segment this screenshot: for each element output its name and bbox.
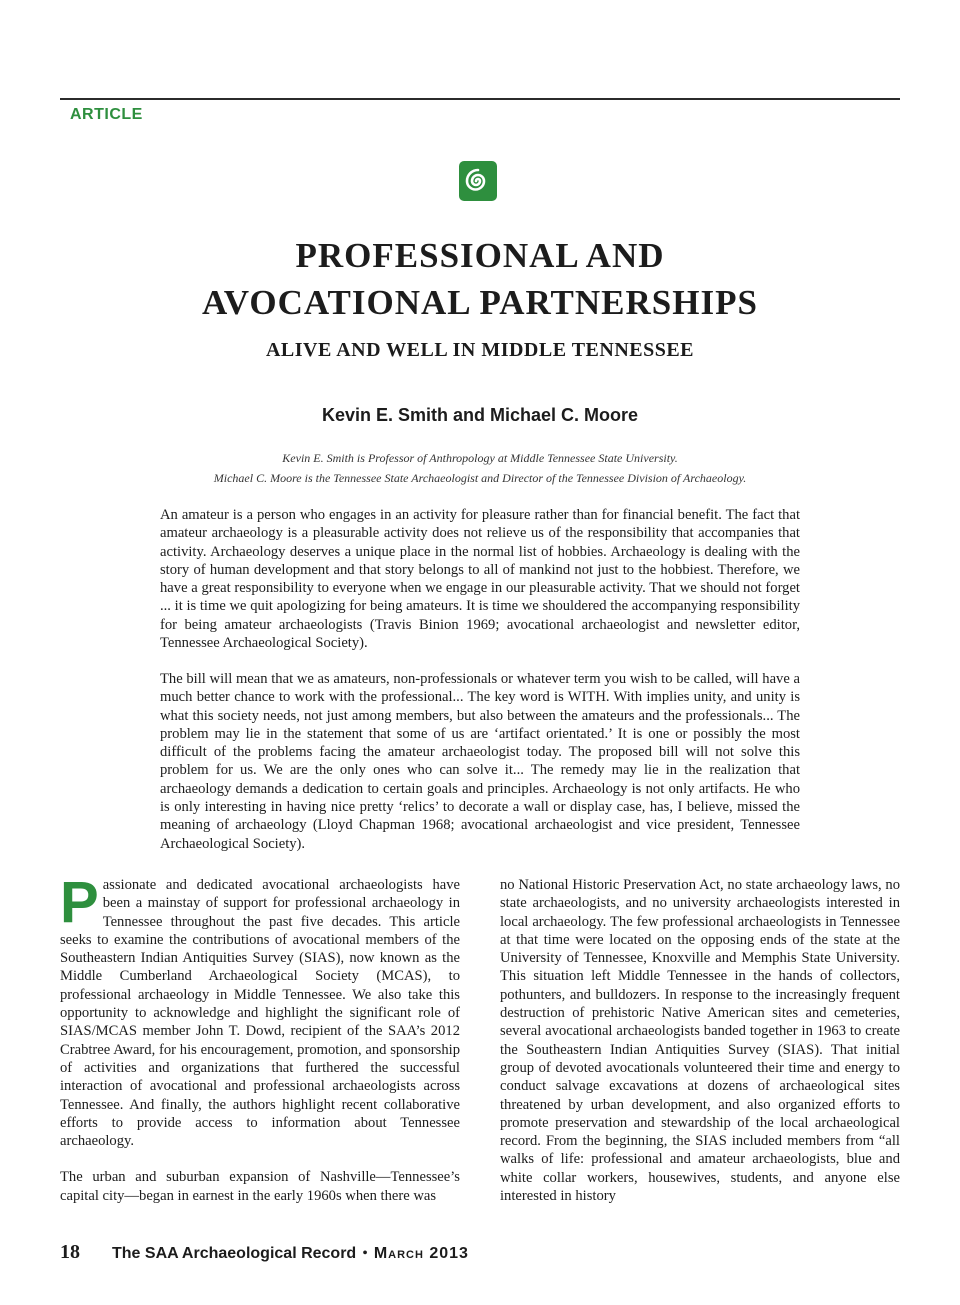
- author-bio-smith: Kevin E. Smith is Professor of Anthropology at Middle Tennessee State University.: [282, 451, 678, 465]
- header-rule: [60, 98, 900, 100]
- article-subtitle: ALIVE AND WELL IN MIDDLE TENNESSEE: [265, 339, 695, 361]
- body-column-left: [60, 870, 460, 1205]
- author-bio-moore: Michael C. Moore is the Tennessee State Archaeologist and Director of the Tennessee Division of Archaeology.: [213, 471, 747, 485]
- spiral-glyph-icon: [458, 160, 498, 202]
- body-column-right: [500, 876, 900, 1205]
- epigraph-quote-binion: An amateur is a person who engages in an activity for pleasure rather than for financial benefit. The fact that amateur archaeology is a pleasurable activity does not relieve us of the responsibility that accompanies that activity. Archaeology deserves a unique place in the normal list of hobbies. Archaeology is dealing with the story of human development and that story belongs to all of mankind not just to the hobbiest. Therefore, we have a great responsibility to everyone when we engage in our pleasurable activity. That we should not forget ... it is time we quit apologizing for being amateurs. It is time we shouldered the accompanying responsibility for being amateur archaeologists (Travis Binion 1969; avocational archaeologist and newsletter editor, Tennessee Archaeological Society).: [160, 507, 800, 652]
- drop-cap: P: [60, 870, 99, 935]
- epigraph-quote-chapman: The bill will mean that we as amateurs, non-professionals or whatever term you wish to be called, will have a much better chance to work with the professional... The key word is WITH. With implies unity, and unity is what this society needs, not just among members, but also between the amateurs and the professionals... The problem may lie in the statement that some of us are ‘artifact orientated.’ It is one or possibly the most difficult of the problems facing the amateur archaeologist today. The proposed bill will not solve this problem for us. We are the only ones who can solve it... The remedy may lie in the realization that archaeology demands a dedication to certain goals and principles. Archaeology is not only artifacts. He who is only interesting in having nice pretty ‘relics’ to decorate a wall or display case, has, I believe, missed the meaning of archaeology (Lloyd Chapman 1968; avocational archaeologist and vice president, Tennessee Archaeological Society).: [160, 671, 800, 852]
- page-number: 18: [60, 1241, 80, 1263]
- footer-bullet: •: [362, 1245, 368, 1262]
- article-title-line2: AVOCATIONAL PARTNERSHIPS: [202, 283, 758, 322]
- issue-date: March 2013: [373, 1245, 469, 1262]
- page-footer: [60, 1241, 469, 1267]
- article-title: [120, 232, 840, 326]
- article-title-line1: PROFESSIONAL AND: [295, 236, 665, 275]
- body-paragraph: [60, 870, 460, 1150]
- body-paragraph-text: assionate and dedicated avocational archaeologists have been a mainstay of support for professional archaeology in Tennessee throughout the past five decades. This article seeks to examine the contributions of avocational members of the Southeastern Indian Antiquities Survey (SIAS), now known as the Middle Cumberland Archaeological Society (MCAS), to professional archaeology in Middle Tennessee. We also take this opportunity to acknowledge and highlight the significant role of SIAS/MCAS member John T. Dowd, recipient of the SAA’s 2012 Crabtree Award, for his encouragement, promotion, and sponsorship of activities and organizations that furthered the successful interaction of avocational and professional archaeologists across Tennessee. And finally, the authors highlight recent collaborative efforts to provide access to information about Tennessee archaeology.: [60, 877, 460, 1150]
- journal-name: The SAA Archaeological Record: [112, 1245, 357, 1262]
- section-label: ARTICLE: [70, 106, 143, 123]
- author-bios: [120, 448, 840, 488]
- body-paragraph: no National Historic Preservation Act, no state archaeology laws, no state archaeologists, and no university archaeologists interested in local archaeology. The few professional archaeologists in Tennessee at that time were located on the opposing ends of the state at the University of Tennessee, Knoxville and Memphis State University. This situation left Middle Tennessee in the hands of collectors, pothunters, and bulldozers. In response to the increasingly frequent destruction of prehistoric Native American sites and cemeteries, several avocational archaeologists banded together in 1963 to create the Southeastern Indian Antiquities Survey (SIAS). That initial group of devoted avocationals volunteered their time and energy to conduct salvage excavations at dozens of archaeological sites threatened by urban development, and also organized efforts to promote preservation and stewardship of the local archaeological record. From the beginning, the SIAS included members from “all walks of life: professional and amateur archaeologists, blue and white collar workers, housewives, students, and anyone else interested in history: [500, 877, 900, 1205]
- body-paragraph: The urban and suburban expansion of Nashville—Tennessee’s capital city—began in earnest in the early 1960s when there was: [60, 1169, 460, 1204]
- author-names: Kevin E. Smith and Michael C. Moore: [321, 405, 639, 425]
